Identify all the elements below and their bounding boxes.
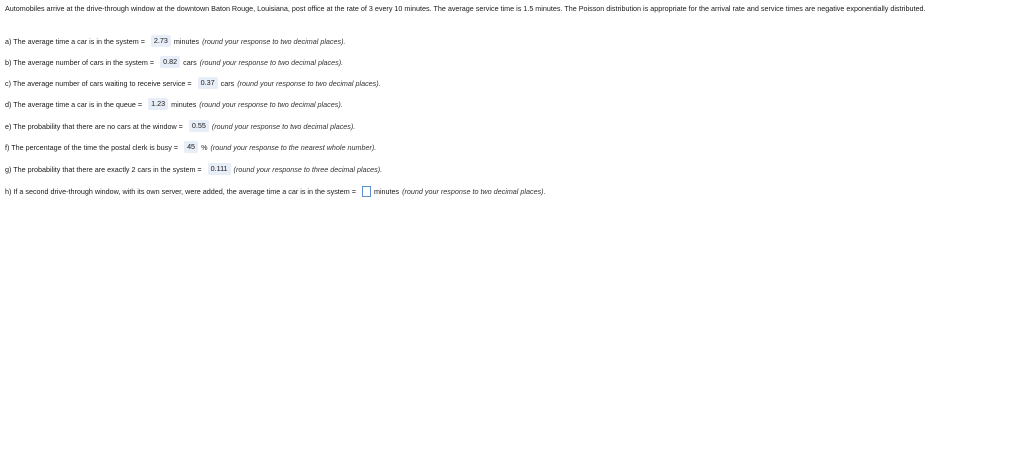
answer-field[interactable]: 45 — [184, 141, 198, 153]
answer-field[interactable]: 2.73 — [151, 35, 171, 47]
rounding-note: (round your response to two decimal places). — [202, 36, 346, 46]
question-label: e) The probability that there are no cars at the window = — [5, 121, 183, 131]
rounding-note: (round your response to two decimal places). — [199, 57, 344, 67]
question-b — [5, 55, 343, 69]
answer-field[interactable]: 0.37 — [198, 77, 218, 89]
answer-unit: minutes — [173, 36, 200, 46]
question-label: c) The average number of cars waiting to receive service = — [5, 78, 192, 88]
question-c — [5, 76, 381, 90]
rounding-note: (round your response to the nearest whole number). — [210, 142, 377, 152]
question-label: f) The percentage of the time the postal clerk is busy = — [5, 142, 179, 152]
answer-unit: minutes — [171, 99, 197, 109]
question-label: g) The probability that there are exactly 2 cars in the system = — [5, 164, 202, 174]
question-e — [5, 119, 355, 133]
rounding-note: (round your response to three decimal places). — [233, 164, 383, 174]
question-label: h) If a second drive-through window, with its own server, were added, the average time a car is in the system = — [5, 186, 356, 196]
question-h — [5, 184, 546, 198]
question-label: d) The average time a car is in the queue = — [5, 99, 143, 109]
answer-field[interactable]: 1.23 — [148, 98, 168, 110]
question-label: a) The average time a car is in the system = — [5, 36, 145, 46]
rounding-note: (round your response to two decimal places). — [199, 99, 343, 109]
answer-unit: % — [201, 142, 208, 152]
answer-unit: minutes — [373, 186, 400, 196]
question-d — [5, 97, 343, 111]
answer-unit: cars — [220, 78, 235, 88]
rounding-note: (round your response to two decimal places). — [402, 186, 546, 196]
answer-unit: cars — [183, 57, 197, 67]
question-a — [5, 34, 345, 48]
question-g — [5, 162, 382, 176]
answer-field[interactable]: 0.55 — [189, 120, 209, 132]
answer-field[interactable]: 0.82 — [160, 56, 180, 68]
answer-input-empty[interactable] — [362, 186, 371, 197]
answer-field[interactable]: 0.111 — [208, 163, 231, 175]
question-f — [5, 140, 376, 154]
problem-statement: Automobiles arrive at the drive-through window at the downtown Baton Rouge, Louisiana, post office at the rate of 3 every 10 minutes. The average service time is 1.5 minutes. The Poisson distribution is appropriate for the arrival rate and service times are negative exponentially distributed. — [5, 4, 926, 13]
rounding-note: (round your response to two decimal places). — [237, 78, 381, 88]
question-label: b) The average number of cars in the system = — [5, 57, 155, 67]
rounding-note: (round your response to two decimal places). — [211, 121, 356, 131]
